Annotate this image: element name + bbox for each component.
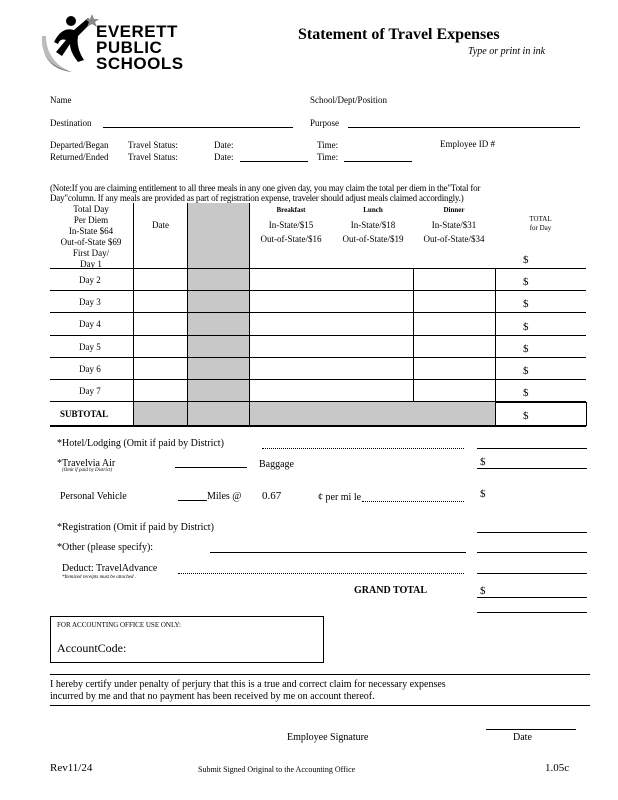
destination-label: Destination (50, 118, 92, 128)
purpose-field[interactable] (348, 127, 580, 128)
day-3-label: Day 3 (79, 297, 101, 307)
logo-line-everett: EVERETT (96, 22, 178, 41)
total-header-2: for Day (529, 224, 552, 232)
runner-swoosh-icon (40, 12, 100, 74)
certify-top-rule (50, 674, 590, 675)
certify-bottom-rule (50, 705, 590, 706)
perdiem-header-6: Day 1 (80, 259, 102, 269)
form-title: Statement of Travel Expenses (298, 26, 500, 43)
baggage-amount-field[interactable] (477, 468, 587, 469)
air-field[interactable] (175, 467, 247, 468)
name-label: Name (50, 95, 72, 105)
perdiem-header-5: First Day/ (72, 248, 110, 258)
school-label: School/Dept/Position (310, 95, 388, 105)
form-code: 1.05c (545, 762, 570, 774)
district-logo (40, 12, 190, 74)
grand-total-underline (477, 612, 587, 613)
mileage-rate: 0.67 (262, 490, 282, 502)
deduct-dots[interactable] (178, 573, 464, 574)
day-2-total: $ (523, 276, 529, 288)
grand-total-label: GRAND TOTAL (354, 585, 428, 596)
departed-time-label: Time: (317, 140, 339, 150)
submit-instruction: Submit Signed Original to the Accounting Office (198, 765, 356, 774)
perdiem-header-3: In-State $64 (68, 226, 114, 236)
note-line-1: (Note:If you are claiming entitlement to all three meals in any one given day, you may claim the total per diem in the"Total for (50, 183, 481, 193)
hotel-dots[interactable] (262, 448, 464, 449)
departed-travel-status: Travel Status: (128, 140, 178, 150)
total-header-1: TOTAL (529, 215, 552, 223)
returned-time-field[interactable] (344, 161, 412, 162)
perdiem-header-1: Total Day (73, 204, 109, 214)
returned-time-label: Time: (317, 152, 339, 162)
per-mile-label: ¢ per mi le (318, 492, 362, 503)
form-subtitle: Type or print in ink (468, 46, 546, 57)
day-4-total: $ (523, 321, 529, 333)
subtotal-label: SUBTOTAL (60, 409, 109, 419)
accounting-box (50, 616, 324, 663)
miles-field[interactable] (178, 500, 207, 501)
vehicle-label: Personal Vehicle (60, 491, 127, 502)
grand-total-field[interactable] (477, 597, 587, 598)
registration-amount-field[interactable] (477, 532, 587, 533)
baggage-label: Baggage (259, 459, 294, 470)
deduct-amount-field[interactable] (477, 573, 587, 574)
dinner-in-state: In-State/$31 (431, 220, 477, 230)
departed-date-label: Date: (214, 140, 234, 150)
returned-date-label: Date: (214, 152, 234, 162)
day-1-total: $ (523, 254, 529, 266)
day-6-total: $ (523, 365, 529, 377)
hotel-amount-field[interactable] (477, 448, 587, 449)
lunch-header: Lunch (363, 206, 383, 214)
returned-label: Returned/Ended (50, 152, 109, 162)
breakfast-out-state: Out-of-State/$16 (260, 234, 322, 244)
certify-line-1: I hereby certify under penalty of perjury that this is a true and correct claim for necessary expenses (50, 679, 446, 690)
day-5-total: $ (523, 343, 529, 355)
logo-line-public: PUBLIC (96, 38, 163, 57)
day-7-total: $ (523, 387, 529, 399)
air-note: (Omit if paid by District) (62, 468, 112, 473)
lunch-in-state: In-State/$18 (350, 220, 396, 230)
accounting-heading: FOR ACCOUNTING OFFICE USE ONLY: (57, 621, 181, 629)
signature-date-label: Date (513, 732, 532, 743)
day-7-label: Day 7 (79, 386, 101, 396)
breakfast-header: Breakfast (276, 206, 306, 214)
air-label: *Travelvia Air (57, 458, 116, 469)
mileage-dots[interactable] (362, 501, 464, 502)
departed-label: Departed/Began (50, 140, 109, 150)
returned-travel-status: Travel Status: (128, 152, 178, 162)
returned-date-field[interactable] (240, 161, 308, 162)
deduct-label: Deduct: TravelAdvance (62, 563, 158, 574)
baggage-dollar: $ (480, 456, 486, 468)
day-2-label: Day 2 (79, 275, 101, 285)
purpose-label: Purpose (310, 118, 339, 128)
note-line-2: Day"column. If any meals are provided as part of registration expense, traveler should adjust meals claimed accordingly.) (50, 193, 464, 203)
day-4-label: Day 4 (79, 319, 101, 329)
day-5-label: Day 5 (79, 342, 101, 352)
date-column-header: Date (152, 220, 169, 230)
receipts-note: *Itemized receipts must be attached . (62, 575, 136, 580)
certify-line-2: incurred by me and that no payment has been received by me on account thereof. (50, 691, 375, 702)
perdiem-header-2: Per Diem (73, 215, 109, 225)
day-6-label: Day 6 (79, 364, 101, 374)
account-code-label: AccountCode: (57, 641, 127, 655)
miles-label: Miles @ (207, 491, 242, 502)
dinner-header: Dinner (443, 206, 465, 214)
mileage-dollar: $ (480, 488, 486, 500)
grand-total-dollar: $ (480, 585, 486, 597)
dinner-out-state: Out-of-State/$34 (423, 234, 485, 244)
other-label: *Other (please specify): (57, 542, 154, 553)
hotel-label: *Hotel/Lodging (Omit if paid by District) (57, 438, 224, 449)
other-amount-field[interactable] (477, 552, 587, 553)
breakfast-in-state: In-State/$15 (268, 220, 314, 230)
day-3-total: $ (523, 298, 529, 310)
employee-signature-label: Employee Signature (287, 732, 369, 743)
lunch-out-state: Out-of-State/$19 (342, 234, 404, 244)
perdiem-header-4: Out-of-State $69 (60, 237, 122, 247)
destination-field[interactable] (103, 127, 293, 128)
employee-id-label: Employee ID # (440, 139, 495, 149)
revision-label: Rev11/24 (50, 762, 93, 774)
registration-label: *Registration (Omit if paid by District) (57, 522, 214, 533)
logo-line-schools: SCHOOLS (96, 54, 184, 73)
subtotal-total: $ (523, 410, 529, 422)
other-field[interactable] (210, 552, 466, 553)
date-sign-line[interactable] (486, 729, 576, 730)
